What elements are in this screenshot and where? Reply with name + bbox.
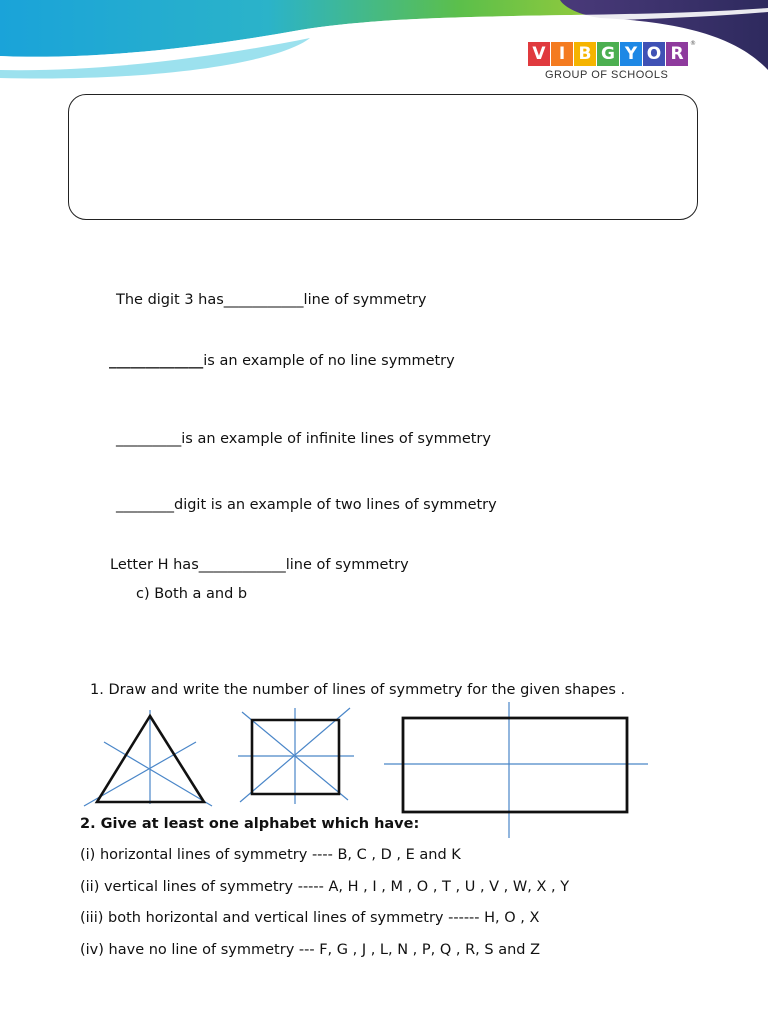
logo-letter-r: R xyxy=(666,42,688,66)
answer-blank: _____________ xyxy=(109,353,204,369)
logo-letter-g: G xyxy=(597,42,619,66)
section1-instruction: 1. Draw and write the number of lines of symmetry for the given shapes . xyxy=(90,682,626,698)
logo-letter-o: O xyxy=(643,42,665,66)
rectangle-shape xyxy=(384,702,648,838)
logo-subtitle: GROUP OF SCHOOLS xyxy=(545,69,669,81)
logo-letter-b: B xyxy=(574,42,596,66)
section2-item-vertical: (ii) vertical lines of symmetry ----- A, H , I , M , O , T , U , V , W, X , Y xyxy=(80,879,570,895)
square-shape xyxy=(238,708,354,804)
question-two-lines: ________digit is an example of two lines of symmetry xyxy=(116,497,497,513)
triangle-shape xyxy=(84,710,212,806)
section2-item-none: (iv) have no line of symmetry --- F, G , J , L, N , P, Q , R, S and Z xyxy=(80,942,541,958)
question-letter-h: Letter H has____________line of symmetry xyxy=(110,557,409,573)
question-no-symmetry xyxy=(109,353,455,369)
question-infinite-lines: _________is an example of infinite lines of symmetry xyxy=(116,431,491,447)
question-digit-3: The digit 3 has___________line of symmetry xyxy=(116,292,427,308)
section2-item-both: (iii) both horizontal and vertical lines of symmetry ------ H, O , X xyxy=(80,910,540,926)
option-both-a-and-b: c) Both a and b xyxy=(136,586,248,602)
vibgyor-logo xyxy=(528,42,694,86)
section2-item-horizontal: (i) horizontal lines of symmetry ---- B, C , D , E and K xyxy=(80,847,461,863)
logo-letter-v: V xyxy=(528,42,550,66)
logo-letter-i: I xyxy=(551,42,573,66)
logo-letter-y: Y xyxy=(620,42,642,66)
triangle-axis-right xyxy=(104,742,212,806)
trademark-symbol: ® xyxy=(690,40,696,47)
student-info-box xyxy=(68,94,698,220)
rectangle-outline xyxy=(403,718,627,812)
section2-heading: 2. Give at least one alphabet which have: xyxy=(80,816,420,832)
question-no-symmetry-text: is an example of no line symmetry xyxy=(203,353,455,369)
logo-letters xyxy=(528,42,694,66)
